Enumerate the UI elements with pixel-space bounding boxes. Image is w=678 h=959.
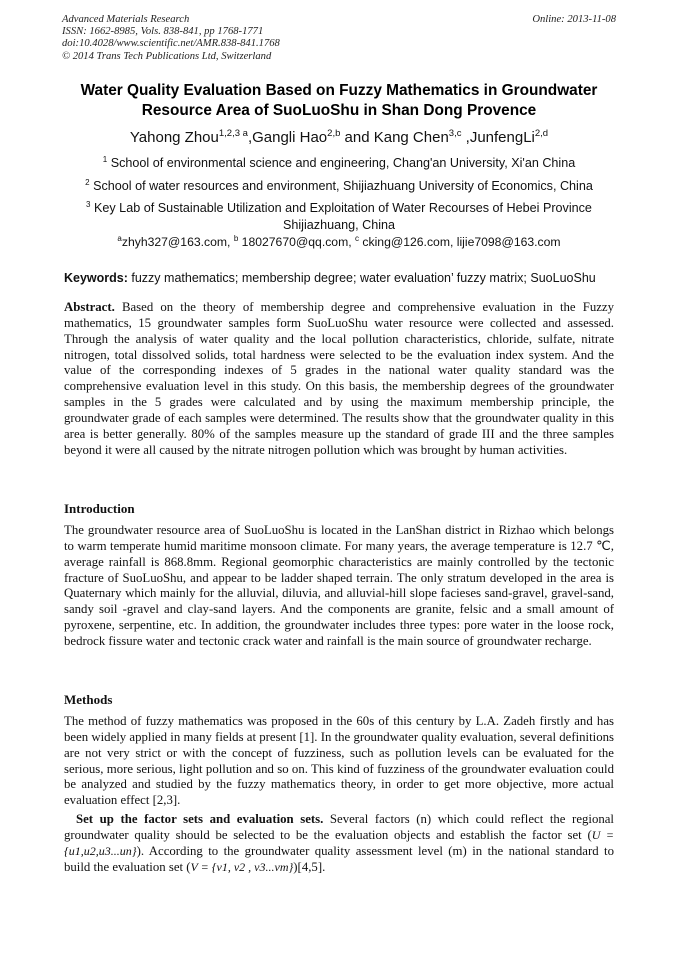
online-date: Online: 2013-11-08 — [532, 14, 616, 25]
affiliation-sup: 2 — [85, 178, 90, 187]
affiliation-sup: 3 — [86, 200, 91, 209]
journal-name: Advanced Materials Research — [62, 14, 190, 25]
factor-sets-text-3: )[4,5]. — [293, 859, 326, 874]
author-name: Yahong Zhou — [129, 129, 219, 146]
email-sup: b — [233, 234, 239, 243]
author-sup: 3,c — [448, 128, 462, 139]
affiliation-1 — [70, 155, 608, 172]
factor-sets-paragraph — [64, 812, 614, 875]
affiliation-text: School of environmental science and engineering, Chang'an University, Xi'an China — [110, 156, 576, 170]
issn-line: ISSN: 1662-8985, Vols. 838-841, pp 1768-1771 — [62, 26, 264, 38]
methods-text: The method of fuzzy mathematics was proposed in the 60s of this century by L.A. Zadeh firstly and has been widely applied in many fields at present [1]. In the groundwater quality evaluation, several definitions are not very strict or with the concept of fuzziness, such as pollution levels can be evaluated for the serious, more serious, light pollution and so on. This kind of fuzziness of the groundwater evaluation could be analyzed and studied by the fuzzy mathematics theory, in order to get more objective, more actual evaluation effect [2,3]. — [64, 714, 614, 808]
introduction-text: The groundwater resource area of SuoLuoShu is located in the LanShan district in Rizhao which belongs to warm temperate humid maritime monsoon climate. For many years, the average temperature is 12.7 ℃, average rainfall is 868.8mm. Regional geomorphic characteristics are mainly controlled by the tectonic fracture of SuoLuoShu, and appear to be ladder shaped terrain. The only stratum developed in the area is Quaternary which mainly for the alluvial, diluvia, and alluvial-hill slope facieses sand-gravel, gravel-sand, sandy soil -gravel and clay-sand layers. And the components are granite, felsic and a small amount of pyroxene, serpentine, etc. In addition, the groundwater includes three types: pore water in the loose rock, bedrock fissure water and tectonic crack water and rainfall is the main source of groundwater recharge. — [64, 523, 614, 648]
email-sup: c — [355, 234, 360, 243]
doi-line: doi:10.4028/www.scientific.net/AMR.838-841.1768 — [62, 38, 280, 50]
keywords — [64, 270, 614, 286]
email-text: zhyh327@163.com, — [121, 235, 234, 249]
author-name: ,Gangli Hao — [247, 129, 328, 146]
copyright-line: © 2014 Trans Tech Publications Ltd, Switzerland — [62, 50, 272, 62]
factor-sets-text-1: Several factors (n) which could reflect the regional groundwater quality should be selected to be the evaluation objects and establish the factor set ( — [64, 812, 614, 842]
email-list — [60, 234, 618, 250]
paper-title — [55, 81, 623, 121]
abstract-text: Based on the theory of membership degree and comprehensive evaluation in the Fuzzy mathematics, 15 groundwater samples form SuoLuoShu water resource were collected and assessed. Through the analysis of water quality and the local pollution characteristics, chloride, sulfate, nitrate nitrogen, total dissolved solids, total hardness were selected to be the evaluation index system. And the value of the corresponding indexes of 5 grades in the national water quality standard was the comprehensive evaluation level in this study. On this basis, the membership degrees of the groundwater samples in the 5 grades were calculated and by using the maximum membership principle, the groundwater grade of each samples were determined. The results show that the groundwater quality in this area is better generally. 80% of the samples measure up the standard of grade III and the three samples beyond it were all caused by the nitrate nitrogen pollution which was brought by human activities. — [64, 300, 614, 457]
affiliation-text: Key Lab of Sustainable Utilization and Exploitation of Water Recourses of Hebei Province — [93, 201, 592, 215]
affiliation-city: Shijiazhuang, China — [282, 218, 396, 232]
email-text: cking@126.com, lijie7098@163.com — [359, 235, 561, 249]
email-text: 18027670@qq.com, — [238, 235, 356, 249]
author-sup: 2,d — [534, 128, 549, 139]
methods-heading: Methods — [64, 692, 113, 707]
email-sup: a — [117, 234, 122, 243]
title-line-2: Resource Area of SuoLuoShu in Shan Dong Provence — [141, 102, 537, 119]
journal-header — [62, 14, 616, 63]
author-sup: 1,2,3 a — [218, 128, 248, 139]
affiliation-sup: 1 — [102, 155, 108, 164]
introduction-heading: Introduction — [64, 501, 135, 516]
author-name: and Kang Chen — [340, 129, 449, 146]
factor-set-formula: U = {u1,u2,u3...un} — [64, 827, 614, 858]
evaluation-set-formula: V = {v1, v2 , v3...vm} — [190, 859, 294, 874]
title-line-1: Water Quality Evaluation Based on Fuzzy Mathematics in Groundwater — [80, 82, 598, 99]
keywords-label: Keywords: — [64, 271, 128, 285]
author-sup: 2,b — [327, 128, 341, 139]
affiliation-text: School of water resources and environment, Shijiazhuang University of Economics, China — [93, 179, 593, 193]
factor-sets-label: Set up the factor sets and evaluation sets. — [76, 812, 324, 826]
abstract — [64, 300, 614, 458]
author-name: ,JunfengLi — [461, 129, 535, 146]
abstract-label: Abstract. — [64, 300, 115, 314]
keywords-text: fuzzy mathematics; membership degree; water evaluation’ fuzzy matrix; SuoLuoShu — [127, 271, 596, 285]
affiliation-2 — [40, 178, 638, 195]
affiliation-3 — [50, 200, 628, 234]
author-list — [40, 128, 638, 148]
factor-sets-text-2: ). According to the groundwater quality assessment level (m) in the national standard to build the evaluation set ( — [64, 843, 614, 874]
